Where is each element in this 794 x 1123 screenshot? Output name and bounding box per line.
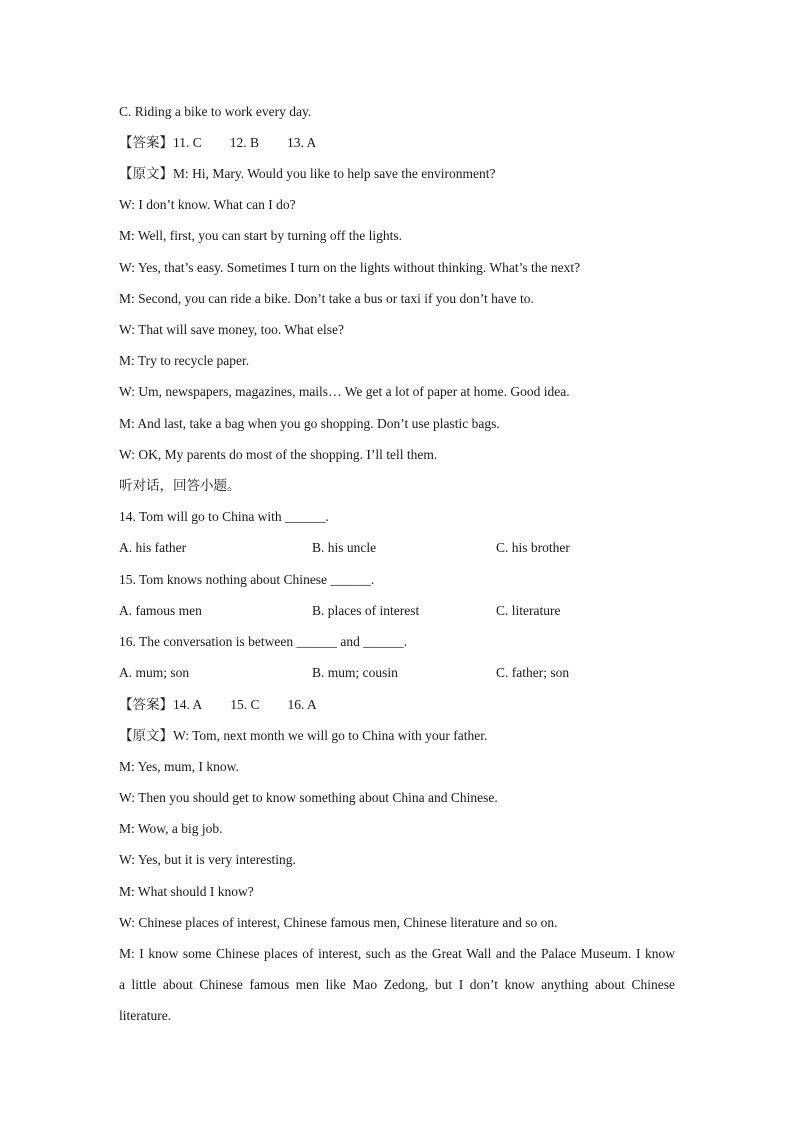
option-b: B. places of interest	[312, 603, 420, 618]
answer-15: 15. C	[230, 697, 260, 712]
transcript-line: W: Then you should get to know something about China and Chinese.	[119, 790, 498, 805]
option-b: B. his uncle	[312, 540, 377, 555]
transcript-line: W: Chinese places of interest, Chinese famous men, Chinese literature and so on.	[119, 915, 558, 930]
answer-13: 13. A	[287, 135, 317, 150]
transcript-line: W: OK, My parents do most of the shopping. I’ll tell them.	[119, 447, 438, 462]
options-14	[0, 540, 600, 556]
option-c: C. father; son	[496, 665, 570, 680]
transcript-line: M: What should I know?	[119, 884, 254, 899]
answer-16: 16. A	[287, 697, 317, 712]
question-14: 14. Tom will go to China with ______.	[119, 509, 329, 524]
transcript-line: W: Yes, that’s easy. Sometimes I turn on the lights without thinking. What’s the next?	[119, 260, 581, 275]
option-c: C. his brother	[496, 540, 570, 555]
answer-12: 12. B	[229, 135, 260, 150]
transcript-line: M: I know some Chinese places of interest, such as the Great Wall and the Palace Museum. I know	[119, 946, 675, 961]
listening-instruction: 听对话，回答小题。	[119, 478, 241, 493]
transcript-line: a little about Chinese famous men like Mao Zedong, but I don’t know anything about Chinese	[119, 977, 675, 992]
transcript-line: 【原文】W: Tom, next month we will go to China with your father.	[119, 728, 488, 743]
transcript-line: W: That will save money, too. What else?	[119, 322, 344, 337]
option-a: A. famous men	[119, 603, 202, 618]
transcript-line: M: Yes, mum, I know.	[119, 759, 239, 774]
transcript-line: W: Um, newspapers, magazines, mails… We get a lot of paper at home. Good idea.	[119, 384, 570, 399]
transcript-line: 【原文】M: Hi, Mary. Would you like to help save the environment?	[119, 166, 496, 181]
option-c-line: C. Riding a bike to work every day.	[119, 104, 312, 119]
question-15: 15. Tom knows nothing about Chinese ______.	[119, 572, 375, 587]
answer-key-11-13	[119, 135, 316, 151]
transcript-line: literature.	[119, 1008, 172, 1023]
option-b: B. mum; cousin	[312, 665, 398, 680]
answer-label: 【答案】	[119, 697, 173, 712]
options-16	[0, 665, 600, 681]
transcript-line: M: And last, take a bag when you go shopping. Don’t use plastic bags.	[119, 416, 500, 431]
transcript-line: M: Wow, a big job.	[119, 821, 223, 836]
option-a: A. mum; son	[119, 665, 190, 680]
option-a: A. his father	[119, 540, 187, 555]
transcript-line: W: I don’t know. What can I do?	[119, 197, 296, 212]
transcript-line: M: Second, you can ride a bike. Don’t take a bus or taxi if you don’t have to.	[119, 291, 534, 306]
transcript-line: M: Well, first, you can start by turning off the lights.	[119, 228, 403, 243]
answer-label: 【答案】	[119, 135, 173, 150]
question-16: 16. The conversation is between ______ and ______.	[119, 634, 408, 649]
option-c: C. literature	[496, 603, 561, 618]
answer-11: 11. C	[173, 135, 202, 150]
transcript-line: W: Yes, but it is very interesting.	[119, 852, 296, 867]
answer-14: 14. A	[173, 697, 203, 712]
transcript-line: M: Try to recycle paper.	[119, 353, 250, 368]
answer-key-14-16	[119, 697, 317, 713]
options-15	[0, 603, 600, 619]
